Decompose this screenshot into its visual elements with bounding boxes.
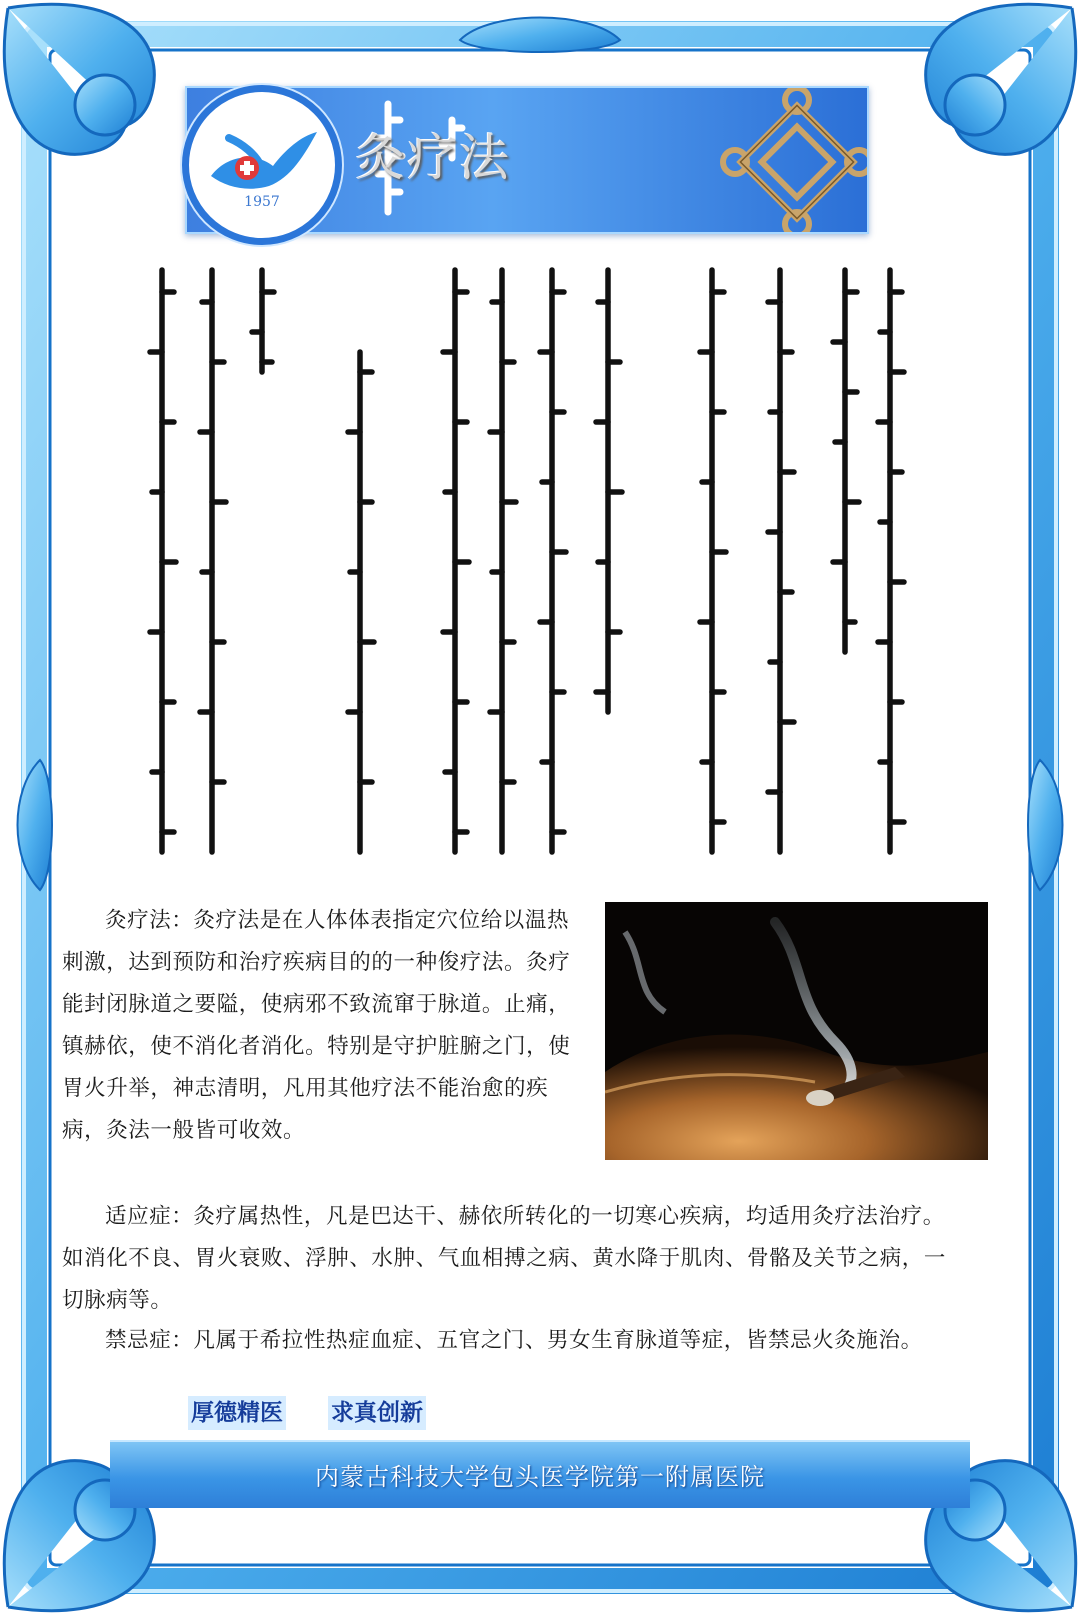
mongolian-column-1 <box>878 270 904 852</box>
mongolian-column-2 <box>833 270 859 652</box>
mongolian-column-9 <box>348 352 374 852</box>
hospital-logo <box>182 85 342 245</box>
intro-paragraph: 灸疗法：灸疗法是在人体体表指定穴位给以温热刺激，达到预防和治疗疾病目的的一种俊疗法。灸疗能封闭脉道之要隘，使病邪不致流窜于脉道。止痛，镇赫依，使不消化者消化。特别是守护脏腑之门，使胃火升举，神志清明，凡用其他疗法不能治愈的疾病，灸法一般皆可收效。 <box>62 908 571 1143</box>
moxibustion-photo <box>605 902 988 1160</box>
endless-knot-icon <box>717 86 869 234</box>
mongolian-column-12 <box>150 270 176 852</box>
mongolian-column-11 <box>200 270 226 852</box>
logo-year: 1957 <box>244 194 280 210</box>
page-title: 灸疗法 <box>355 129 511 187</box>
mongolian-column-4 <box>700 270 726 852</box>
mongolian-column-6 <box>540 270 566 852</box>
mongolian-column-7 <box>490 270 516 852</box>
mongolian-text-block <box>140 262 930 872</box>
contraindications-paragraph: 禁忌症：凡属于希拉性热症血症、五官之门、男女生育脉道等症，皆禁忌火灸施治。 <box>105 1328 923 1353</box>
motto-virtue: 厚德精医 <box>188 1396 286 1430</box>
hospital-name: 内蒙古科技大学包头医学院第一附属医院 <box>315 1463 765 1491</box>
mongolian-column-5 <box>596 270 622 712</box>
motto-innovation: 求真创新 <box>328 1396 426 1430</box>
indications-paragraph: 适应症：灸疗属热性，凡是巴达干、赫依所转化的一切寒心疾病，均适用灸疗法治疗。如消化不良、胃火衰败、浮肿、水肿、气血相搏之病、黄水降于肌肉、骨骼及关节之病，一切脉病等。 <box>62 1204 947 1313</box>
mongolian-column-3 <box>768 270 794 852</box>
mongolian-column-8 <box>443 270 469 852</box>
mongolian-column-10 <box>252 270 274 372</box>
dove-cross-icon <box>189 92 335 238</box>
